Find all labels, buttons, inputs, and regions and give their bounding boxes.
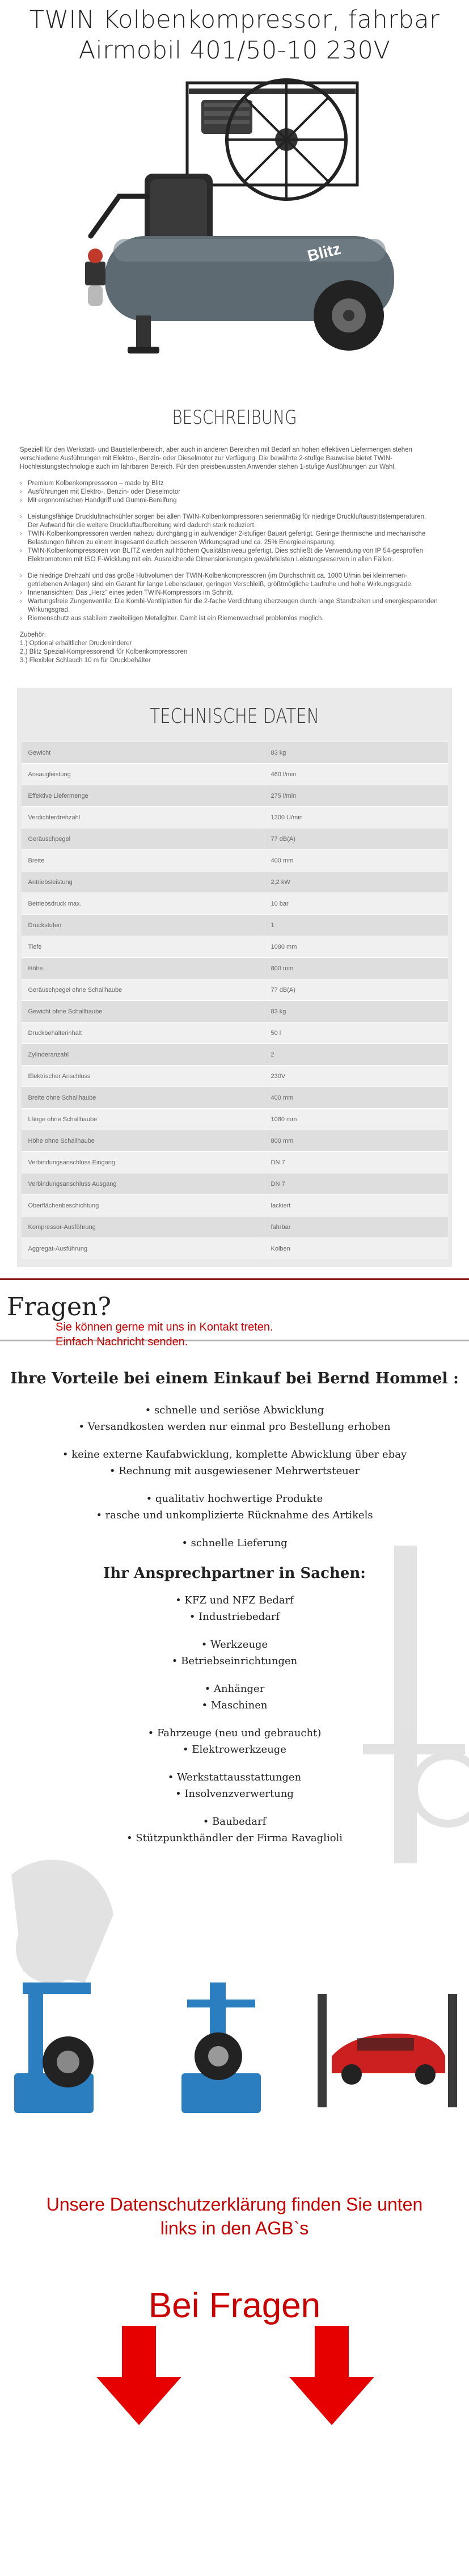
table-row: [22, 828, 448, 850]
table-row: [22, 785, 448, 807]
list-item: › Ausführungen mit Elektro-, Benzin- oder Dieselmotor: [20, 489, 181, 495]
spec-value: 10 bar: [264, 893, 448, 915]
list-item: [0, 1523, 469, 1535]
partner-list: [0, 1592, 469, 1846]
chevron-right-icon: ›: [20, 598, 22, 605]
spec-value: DN 7: [264, 1152, 448, 1173]
spec-value: Kolben: [264, 1238, 448, 1260]
chevron-right-icon: ›: [20, 590, 22, 596]
list-item: • Elektrowerkzeuge: [183, 1744, 286, 1756]
chevron-right-icon: ›: [20, 489, 22, 495]
datenschutz-line-1: Unsere Datenschutzerklärung finden Sie unten: [46, 2194, 423, 2215]
title-line-2: Airmobil 401/50-10 230V: [78, 36, 391, 65]
spec-value: fahrbar: [264, 1217, 448, 1238]
fragen-text: [56, 1320, 273, 1349]
spec-label: Druckstufen: [22, 915, 264, 936]
list-item: • Anhänger: [204, 1683, 265, 1695]
table-row: [22, 893, 448, 915]
spec-label: Gewicht ohne Schallhaube: [22, 1001, 264, 1022]
table-row: [22, 1152, 448, 1173]
product-image: [0, 66, 469, 361]
table-row: [22, 1217, 448, 1238]
list-item: › TWIN-Kolbenkompressoren von BLITZ werden auf höchem Qualitätsniveau gefertigt. Dies schließt die Verwendung von IP 54-gesproffen Elektromotoren mit ISO F-Wicklung mit ein. Ausreichende Dimensionierungen gewährleisten Leistungsreserven in allen Fällen.: [20, 548, 423, 563]
chevron-right-icon: ›: [20, 531, 22, 537]
spec-label: Effektive Liefermenge: [22, 785, 264, 807]
table-row: [22, 764, 448, 785]
datenschutz-line-2: links in den AGB`s: [160, 2218, 309, 2238]
zubehoer-title: Zubehör:: [20, 632, 47, 638]
spec-label: Länge ohne Schallhaube: [22, 1109, 264, 1130]
list-item: › Premium Kolbenkompressoren – made by Blitz: [20, 480, 164, 487]
list-item: › Innenansichten: Das „Herz“ eines jeden TWIN-Kompressors im Schnitt.: [20, 590, 234, 596]
spec-label: Höhe: [22, 958, 264, 979]
spec-label: Kompressor-Ausführung: [22, 1217, 264, 1238]
spec-value: 1080 mm: [264, 936, 448, 958]
workshop-images: [0, 1977, 469, 2124]
arrow-down-icon: [289, 2326, 374, 2425]
spec-label: Breite ohne Schallhaube: [22, 1087, 264, 1109]
chevron-right-icon: ›: [20, 573, 22, 579]
table-row: [22, 1195, 448, 1217]
list-item: • Industriebedarf: [189, 1611, 280, 1623]
description-list-1: [20, 479, 438, 505]
list-item: • Insolvenzverwertung: [175, 1788, 294, 1800]
list-item: › Riemenschutz aus stabilem zweiteiligen Metallgitter. Damit ist ein Riemenwechsel problemlos möglich.: [20, 615, 324, 622]
description-list-3: [20, 572, 438, 623]
spec-value: 83 kg: [264, 1001, 448, 1022]
list-item: [0, 1669, 469, 1681]
spec-value: 1: [264, 915, 448, 936]
spec-value: 460 l/min: [264, 764, 448, 785]
list-item: • rasche und unkomplizierte Rücknahme des Artikels: [96, 1509, 373, 1521]
spec-label: Geräuschpegel ohne Schallhaube: [22, 979, 264, 1001]
list-item: › Mit ergonomischen Handgriff und Gummi-Bereifung: [20, 497, 177, 504]
spec-value: 77 dB(A): [264, 828, 448, 850]
vorteile-list: [0, 1402, 469, 1551]
spec-value: 400 mm: [264, 1087, 448, 1109]
list-item: › Leistungsfähige Druckluftnachkühler sorgen bei allen TWIN-Kolbenkompressoren serienmäßig für niedrige Druckluftaustrittstemperaturen. Der Aufwand für die weitere Druckluftaufbereitung wird dadurch stark reduziert.: [20, 513, 426, 529]
zubehoer-item: 3.) Flexibler Schlauch 10 m für Druckbehälter: [20, 657, 151, 664]
table-row: [22, 1044, 448, 1066]
ansprechpartner-heading: Ihr Ansprechpartner in Sachen:: [103, 1565, 366, 1582]
fragen-box: [0, 1280, 469, 1348]
table-row: [22, 979, 448, 1001]
list-item: • Fahrzeuge (neu und gebraucht): [147, 1727, 322, 1739]
chevron-right-icon: ›: [20, 513, 22, 520]
zubehoer-item: 2.) Blitz Spezial-Kompressorendl für Kolbenkompressoren: [20, 649, 188, 655]
spec-label: Breite: [22, 850, 264, 872]
spec-value: 275 l/min: [264, 785, 448, 807]
spec-value: 400 mm: [264, 850, 448, 872]
tire-changer-image: [181, 1982, 261, 2113]
list-item: • Stützpunkthändler der Firma Ravaglioli: [126, 1832, 343, 1844]
list-item: • qualitativ hochwertige Produkte: [146, 1493, 323, 1505]
table-row: [22, 1066, 448, 1087]
list-item: › TWIN-Kolbenkompressoren werden nahezu durchgängig in aufwendiger 2-stufiger Bauart gefertigt. Geringe thermische und mechanische Belastungen führen zu einem insgesamt deutlich besseren Wirkungsgrad und ca. 25% Energieeinsparung.: [20, 531, 426, 546]
title-line-1: TWIN Kolbenkompressor, fahrbar: [29, 6, 440, 34]
spec-value: 77 dB(A): [264, 979, 448, 1001]
arrows-row: [0, 2326, 469, 2428]
list-item: • KFZ und NFZ Bedarf: [175, 1594, 294, 1606]
fragen-line-2: Einfach Nachricht senden.: [56, 1336, 188, 1348]
list-item: [0, 1802, 469, 1813]
datenschutz-notice: [0, 2192, 469, 2240]
chevron-right-icon: ›: [20, 480, 22, 487]
specs-table: [22, 742, 448, 1259]
spec-label: Verbindungsanschluss Ausgang: [22, 1173, 264, 1195]
list-item: • Werkstattausstattungen: [167, 1771, 302, 1783]
table-row: [22, 1109, 448, 1130]
chevron-right-icon: ›: [20, 548, 22, 554]
spec-label: Oberflächenbeschichtung: [22, 1195, 264, 1217]
table-row: [22, 1001, 448, 1022]
spec-value: 1300 U/min: [264, 807, 448, 828]
bei-fragen-heading: Bei Fragen: [148, 2286, 321, 2325]
spec-value: DN 7: [264, 1173, 448, 1195]
spec-label: Betriebsdruck max.: [22, 893, 264, 915]
spec-value: 2: [264, 1044, 448, 1066]
spec-value: 230V: [264, 1066, 448, 1087]
vorteile-heading: Ihre Vorteile bei einem Einkauf bei Bernd Hommel :: [10, 1370, 459, 1387]
spec-value: 2,2 kW: [264, 872, 448, 893]
list-item: [0, 1758, 469, 1769]
table-row: [22, 958, 448, 979]
spec-value: 50 l: [264, 1022, 448, 1044]
list-item: • Maschinen: [201, 1699, 268, 1711]
list-item: [0, 1625, 469, 1636]
list-item: › Wartungsfreie Zungenventile: Die Kombi-Ventilplatten für die 2-fache Verdichtung überzeugen durch lange Standzeiten und energiesparenden Wirkungsgrad.: [20, 598, 438, 613]
table-row: [22, 807, 448, 828]
description: [0, 446, 469, 665]
brand-logo: Blitz: [305, 239, 343, 265]
list-item: • schnelle Lieferung: [181, 1537, 288, 1549]
table-row: [22, 1087, 448, 1109]
arrow-down-icon: [96, 2326, 181, 2425]
spec-label: Druckbehälterinhalt: [22, 1022, 264, 1044]
spec-label: Gewicht: [22, 742, 264, 764]
fragen-heading: Fragen?: [7, 1293, 111, 1321]
spec-label: Antriebsleistung: [22, 872, 264, 893]
tire-changer-image: [14, 1982, 94, 2113]
list-item: • Betriebseinrichtungen: [171, 1655, 298, 1667]
compressor-illustration: [0, 66, 469, 361]
table-row: [22, 742, 448, 764]
page-title: [0, 0, 469, 66]
zubehoer-item: 1.) Optional erhältlicher Druckminderer: [20, 640, 132, 647]
table-row: [22, 1173, 448, 1195]
table-row: [22, 1022, 448, 1044]
list-item: • Werkzeuge: [201, 1639, 268, 1651]
table-row: [22, 915, 448, 936]
list-item: • schnelle und seriöse Abwicklung: [145, 1404, 324, 1416]
description-intro: Speziell für den Werkstatt- und Baustellenbereich, aber auch in anderen Bereichen mit Bedarf an hohen effektiven Liefermengen stehen verschiedene Ausführungen mit Elektro-, Benzin- oder Dieselmotor zur Verfügung. Die bewährte 2-stufige Bauweise bietet TWIN-Hochleistungstechnologie auch im fahrbaren Bereich. Für den preisbewussten Anwender stehen 1-stufige Ausführungen zur Wahl.: [20, 447, 412, 470]
beschreibung-heading: BESCHREIBUNG: [172, 406, 297, 429]
list-item: › Die niedrige Drehzahl und das große Hubvolumen der TWIN-Kolbenkompressoren (im Durchschnitt ca. 1000 U/min bei kleinremen-getriebenen Anlagen) sind ein Garant für lange Lebensdauer, geringen Verschleiß, größtmögliche Laufruhe und hohe Wirkungsgrade.: [20, 573, 413, 588]
spec-value: 83 kg: [264, 742, 448, 764]
spec-label: Tiefe: [22, 936, 264, 958]
list-item: [0, 1714, 469, 1725]
spec-label: Verdichterdrehzahl: [22, 807, 264, 828]
technische-daten-panel: [17, 688, 452, 1267]
table-row: [22, 850, 448, 872]
chevron-right-icon: ›: [20, 615, 22, 622]
table-row: [22, 872, 448, 893]
list-item: [0, 1435, 469, 1446]
spec-value: 800 mm: [264, 958, 448, 979]
spec-label: Geräuschpegel: [22, 828, 264, 850]
list-item: • Rechnung mit ausgewiesener Mehrwertsteuer: [109, 1465, 360, 1477]
list-item: • keine externe Kaufabwicklung, komplette Abwicklung über ebay: [62, 1449, 407, 1460]
zubehoer-block: [20, 631, 438, 665]
list-item: [0, 1479, 469, 1491]
spec-label: Höhe ohne Schallhaube: [22, 1130, 264, 1152]
spec-label: Aggregat-Ausführung: [22, 1238, 264, 1260]
technische-daten-heading: TECHNISCHE DATEN: [150, 705, 319, 728]
spec-value: 800 mm: [264, 1130, 448, 1152]
description-list-2: [20, 513, 438, 564]
spec-label: Zylinderanzahl: [22, 1044, 264, 1066]
spec-value: lackiert: [264, 1195, 448, 1217]
spec-label: Elektrischer Anschluss: [22, 1066, 264, 1087]
table-row: [22, 1238, 448, 1260]
chevron-right-icon: ›: [20, 497, 22, 504]
vorteile-section: [0, 1347, 469, 2170]
down-arrows: [0, 2326, 469, 2428]
spec-label: Verbindungsanschluss Eingang: [22, 1152, 264, 1173]
table-row: [22, 1130, 448, 1152]
list-item: • Versandkosten werden nur einmal pro Bestellung erhoben: [78, 1421, 391, 1433]
table-row: [22, 936, 448, 958]
car-lift-image: [318, 1994, 457, 2107]
spec-label: Ansaugleistung: [22, 764, 264, 785]
list-item: • Baubedarf: [202, 1816, 267, 1828]
spec-value: 1080 mm: [264, 1109, 448, 1130]
fragen-line-1: Sie können gerne mit uns in Kontakt treten.: [56, 1321, 273, 1333]
